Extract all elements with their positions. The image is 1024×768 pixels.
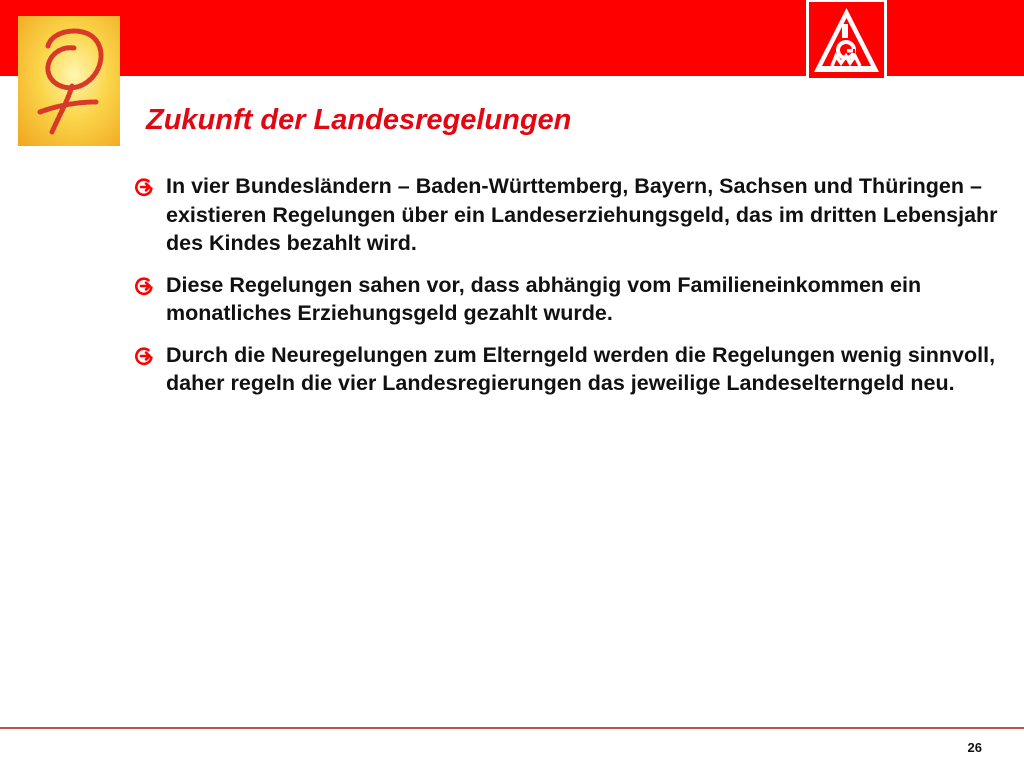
venus-symbol-icon xyxy=(18,16,120,146)
ig-metall-logo xyxy=(806,0,887,80)
arrow-circle-icon xyxy=(134,276,154,296)
arrow-circle-icon xyxy=(134,346,154,366)
page-number: 26 xyxy=(967,740,982,755)
bullet-item xyxy=(134,271,1004,328)
bullet-text: In vier Bundesländern – Baden-Württemberg, Bayern, Sachsen und Thüringen – existieren Regelungen über ein Landeserziehungsgeld, das im dritten Lebensjahr des Kindes bezahlt wird. xyxy=(166,174,998,255)
bullet-text: Diese Regelungen sahen vor, dass abhängig vom Familieneinkommen ein monatliches Erziehungsgeld gezahlt wurde. xyxy=(166,272,922,325)
arrow-circle-icon xyxy=(134,177,154,197)
venus-brand-image xyxy=(18,16,120,146)
bullet-text: Durch die Neuregelungen zum Elterngeld werden die Regelungen wenig sinnvoll, daher regeln die vier Landesregierungen das jeweilige Landeselterngeld neu. xyxy=(166,342,996,395)
bullet-item xyxy=(134,341,1004,398)
slide-title: Zukunft der Landesregelungen xyxy=(146,104,572,136)
bullet-list xyxy=(134,172,1004,411)
ig-metall-logo-icon xyxy=(806,0,887,80)
bullet-item xyxy=(134,172,1004,258)
footer-divider xyxy=(0,727,1024,729)
